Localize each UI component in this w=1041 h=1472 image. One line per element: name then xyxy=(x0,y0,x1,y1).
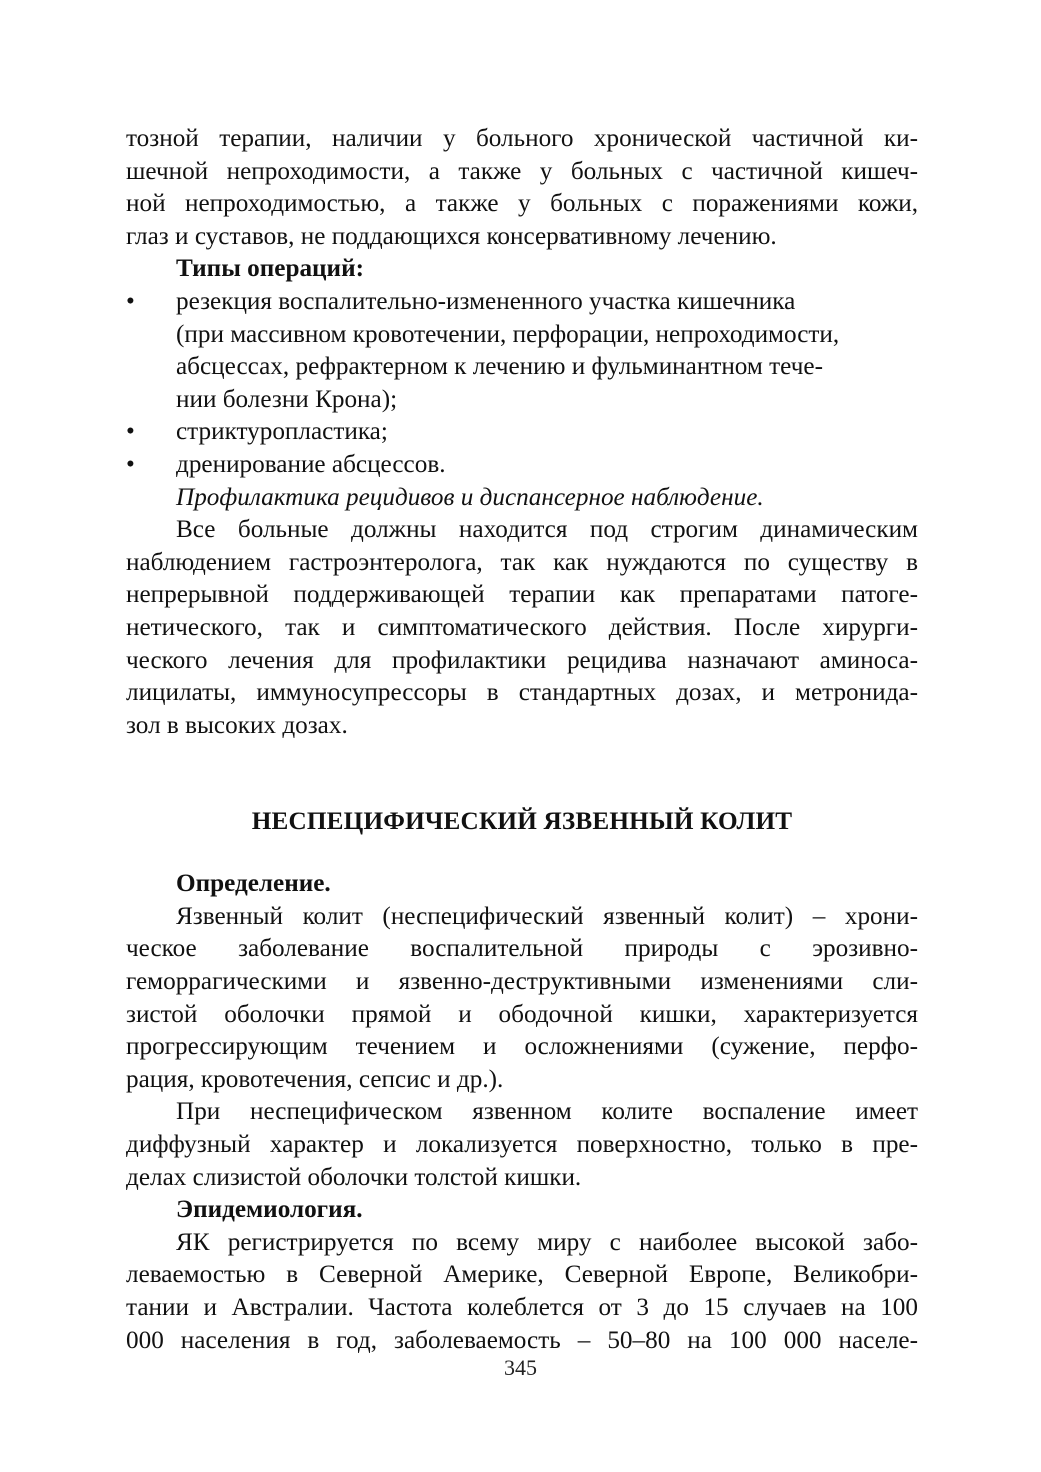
text-line: Все больные должны находится под строгим динамическим xyxy=(176,516,918,544)
definition-heading: Определение. xyxy=(176,870,331,898)
text-line: наблюдением гастроэнтеролога, так как нуждаются по существу в xyxy=(126,548,918,576)
text-line: рация, кровотечения, сепсис и др.). xyxy=(126,1065,504,1093)
list-item xyxy=(126,286,918,319)
text-line: ческое заболевание воспалительной природы с эрозивно- xyxy=(126,935,918,963)
page-number: 345 xyxy=(504,1355,537,1380)
list-item-text: дренирование абсцессов. xyxy=(176,450,446,478)
text-line: шечной непроходимости, а также у больных с частичной кишеч- xyxy=(126,157,918,185)
section-title: НЕСПЕЦИФИЧЕСКИЙ ЯЗВЕННЫЙ КОЛИТ xyxy=(251,808,793,836)
list-item-text: резекция воспалительно-измененного участка кишечника xyxy=(176,287,796,315)
text-line: При неспецифическом язвенном колите воспаление имеет xyxy=(176,1098,918,1126)
bullet-icon: • xyxy=(126,450,135,478)
epidemiology-paragraph xyxy=(126,1227,918,1357)
prevention-heading: Профилактика рецидивов и диспансерное наблюдение. xyxy=(176,483,764,511)
text-line: лицилаты, иммуносупрессоры в стандартных дозах, и метронида- xyxy=(126,679,918,707)
text-line: прогрессирующим течением и осложнениями (сужение, перфо- xyxy=(126,1033,918,1061)
text-line: делах слизистой оболочки толстой кишки. xyxy=(126,1163,582,1191)
text-line: ЯК регистрируется по всему миру с наиболее высокой забо- xyxy=(176,1228,918,1256)
list-item xyxy=(126,416,918,449)
text-line: зистой оболочки прямой и ободочной кишки, характеризуется xyxy=(126,1000,918,1028)
text-line: ческого лечения для профилактики рецидива назначают аминоса- xyxy=(126,646,918,674)
operations-list xyxy=(126,286,918,482)
text-line: глаз и суставов, не поддающихся консервативному лечению. xyxy=(126,222,777,250)
intro-paragraph xyxy=(126,123,918,253)
bullet-icon: • xyxy=(126,418,135,446)
list-item-text: абсцессах, рефрактерном к лечению и фульминантном тече- xyxy=(176,353,823,381)
text-line: геморрагическими и язвенно-деструктивными изменениями сли- xyxy=(126,968,918,996)
text-line: ной непроходимостью, а также у больных с поражениями кожи, xyxy=(126,190,918,218)
list-item-text: стриктуропластика; xyxy=(176,418,388,446)
operations-heading: Типы операций: xyxy=(176,255,364,283)
text-line: Язвенный колит (неспецифический язвенный колит) – хрони- xyxy=(176,902,918,930)
text-line: 000 населения в год, заболеваемость – 50–80 на 100 000 населе- xyxy=(126,1326,918,1354)
text-line: тании и Австралии. Частота колеблется от 3 до 15 случаев на 100 xyxy=(126,1294,918,1321)
list-item-text: (при массивном кровотечении, перфорации, непроходимости, xyxy=(176,320,840,348)
text-line: непрерывной поддерживающей терапии как препаратами патоге- xyxy=(126,581,918,609)
prevention-paragraph xyxy=(126,514,918,742)
list-item-text: нии болезни Крона); xyxy=(176,385,398,413)
text-line: леваемостью в Северной Америке, Северной Европе, Великобри- xyxy=(126,1261,918,1289)
list-item xyxy=(126,449,918,482)
text-line: нетического, так и симптоматического действия. После хирурги- xyxy=(126,613,918,641)
text-line: диффузный характер и локализуется поверхностно, только в пре- xyxy=(126,1131,918,1159)
page-content xyxy=(126,123,918,1357)
definition-paragraph xyxy=(126,901,918,1097)
text-line: зол в высоких дозах. xyxy=(126,711,348,739)
localization-paragraph xyxy=(126,1096,918,1194)
epidemiology-heading: Эпидемиология. xyxy=(176,1196,363,1224)
text-line: тозной терапии, наличии у больного хронической частичной ки- xyxy=(126,125,918,152)
bullet-icon: • xyxy=(126,287,135,315)
